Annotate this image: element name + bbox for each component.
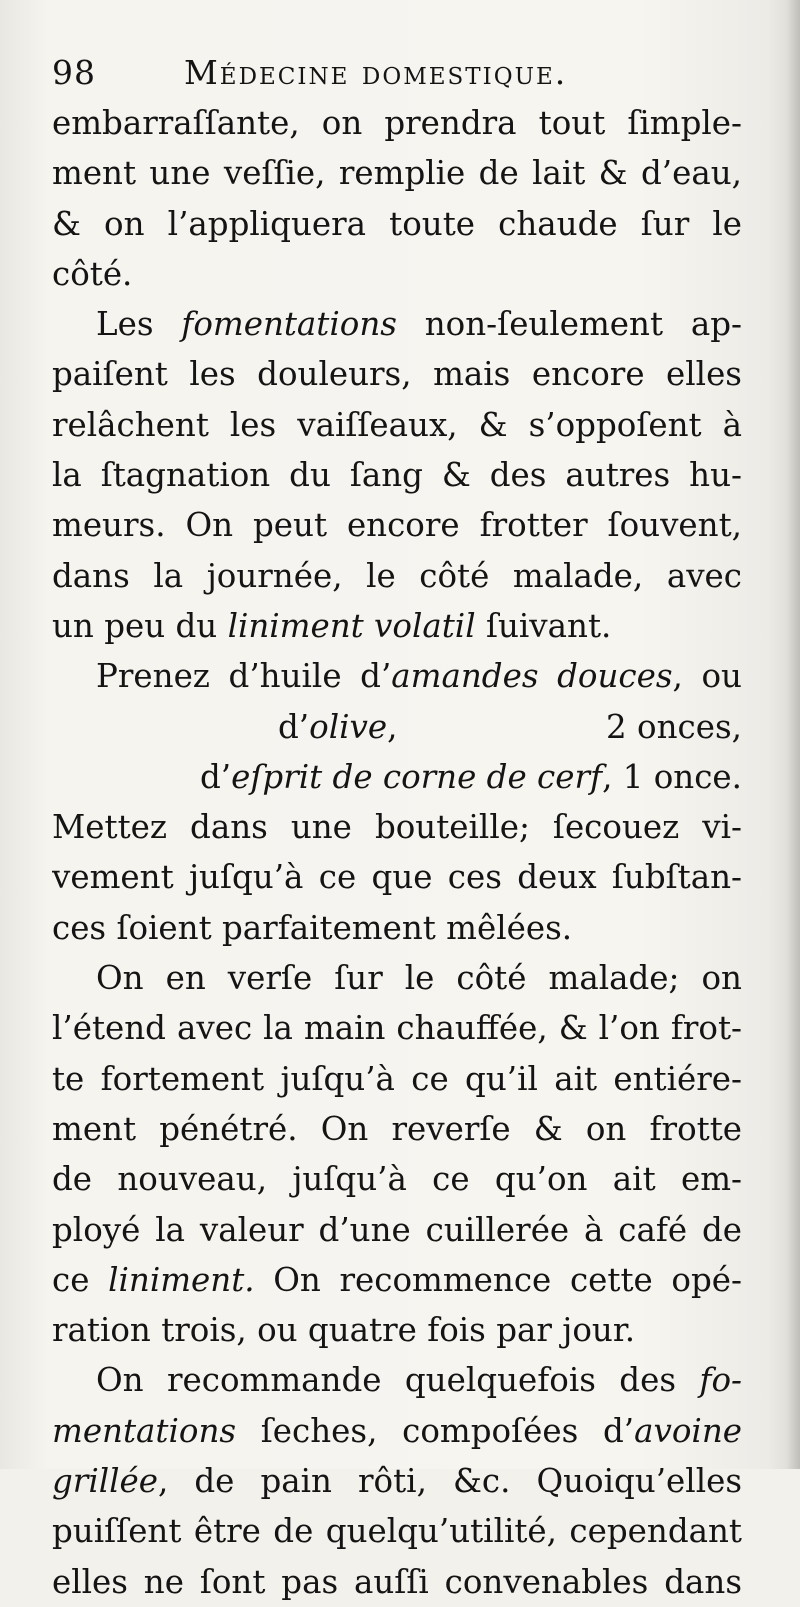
text-line bbox=[52, 1406, 742, 1456]
quantity: 2 onces, bbox=[606, 707, 742, 746]
page-header bbox=[52, 50, 752, 96]
text-line: relâchent les vaiſſeaux, & s’oppoſent à bbox=[52, 405, 742, 444]
text-run: Prenez d’huile d’ bbox=[96, 657, 392, 696]
recipe-line bbox=[52, 702, 742, 752]
text-line: ces ſoient parfaitement mêlées. bbox=[52, 908, 573, 947]
text-line: meurs. On peut encore frotter ſouvent, bbox=[52, 506, 742, 545]
text-run: , de pain rôti, &c. Quoiqu’elles bbox=[158, 1462, 742, 1501]
text-line bbox=[52, 1456, 742, 1506]
paragraph-start bbox=[52, 1355, 742, 1405]
text-line: puiſſent être de quelqu’utilité, cependant bbox=[52, 1512, 742, 1551]
italic-term: fo- bbox=[699, 1361, 742, 1400]
text-line bbox=[52, 601, 742, 651]
text-line: ration trois, ou quatre fois par jour. bbox=[52, 1311, 636, 1350]
text-run: , 1 once. bbox=[602, 757, 742, 796]
text-line bbox=[52, 1255, 742, 1305]
text-line: & on l’appliquera toute chaude ſur le bbox=[52, 204, 742, 243]
italic-term: fomentations bbox=[181, 305, 397, 344]
text-line: elles ne ſont pas auſſi convenables dans bbox=[52, 1562, 742, 1601]
italic-term: amandes douces bbox=[391, 657, 673, 696]
text-line: Mettez dans une bouteille; ſecouez vi- bbox=[52, 808, 742, 847]
text-line: paiſent les douleurs, mais encore elles bbox=[52, 355, 742, 394]
text-run: On recommande quelquefois des bbox=[96, 1361, 700, 1400]
italic-term: olive bbox=[309, 707, 388, 746]
italic-term: liniment. bbox=[108, 1260, 255, 1299]
italic-term: liniment volatil bbox=[227, 606, 476, 645]
text-line: embarraſſante, on prendra tout ſimple- bbox=[52, 104, 742, 142]
italic-term: avoine bbox=[634, 1411, 742, 1450]
page-number: 98 bbox=[52, 53, 96, 92]
text-line: de nouveau, juſqu’à ce qu’on ait em- bbox=[52, 1160, 742, 1199]
text-run: ſeches, compoſées d’ bbox=[236, 1411, 635, 1450]
text-line: la ſtagnation du ſang & des autres hu- bbox=[52, 456, 742, 495]
text-run: d’ bbox=[199, 757, 232, 796]
page-edge-shadow bbox=[786, 0, 800, 1469]
recipe-line bbox=[52, 651, 742, 701]
ingredient bbox=[278, 702, 397, 752]
text-line: ployé la valeur d’une cuillerée à café de bbox=[52, 1210, 742, 1249]
text-run: d’ bbox=[278, 707, 310, 746]
text-run: , bbox=[387, 707, 398, 746]
running-head: Médecine domestique. bbox=[184, 53, 568, 92]
italic-term: mentations bbox=[52, 1411, 237, 1450]
text-line: l’étend avec la main chauffée, & l’on frot- bbox=[52, 1009, 742, 1048]
text-line: vement juſqu’à ce que ces deux ſubſtan- bbox=[52, 858, 742, 897]
text-line: ment une veſſie, remplie de lait & d’eau, bbox=[52, 154, 742, 193]
ingredient bbox=[200, 752, 742, 802]
italic-term: eſprit de corne de cerf bbox=[231, 757, 603, 796]
paragraph-start: On en verſe ſur le côté malade; on bbox=[96, 959, 742, 998]
text-line: côté. bbox=[52, 254, 133, 293]
text-run: , ou bbox=[672, 657, 742, 696]
text-run: non-ſeulement ap- bbox=[396, 305, 742, 344]
body-text bbox=[52, 98, 742, 1607]
italic-term: grillée bbox=[52, 1462, 158, 1501]
text-line: dans la journée, le côté malade, avec bbox=[52, 556, 742, 595]
text-run: On recommence cette opé- bbox=[254, 1260, 742, 1299]
text-line: te fortement juſqu’à ce qu’il ait entiére- bbox=[52, 1059, 742, 1098]
paragraph-start bbox=[52, 299, 742, 349]
text-line: ment pénétré. On reverſe & on frotte bbox=[52, 1109, 742, 1148]
text-run: Les bbox=[96, 305, 182, 344]
text-run: ce bbox=[52, 1260, 109, 1299]
text-run: un peu du bbox=[52, 606, 228, 645]
recipe-line bbox=[52, 752, 742, 802]
text-run: ſuivant. bbox=[475, 606, 612, 645]
